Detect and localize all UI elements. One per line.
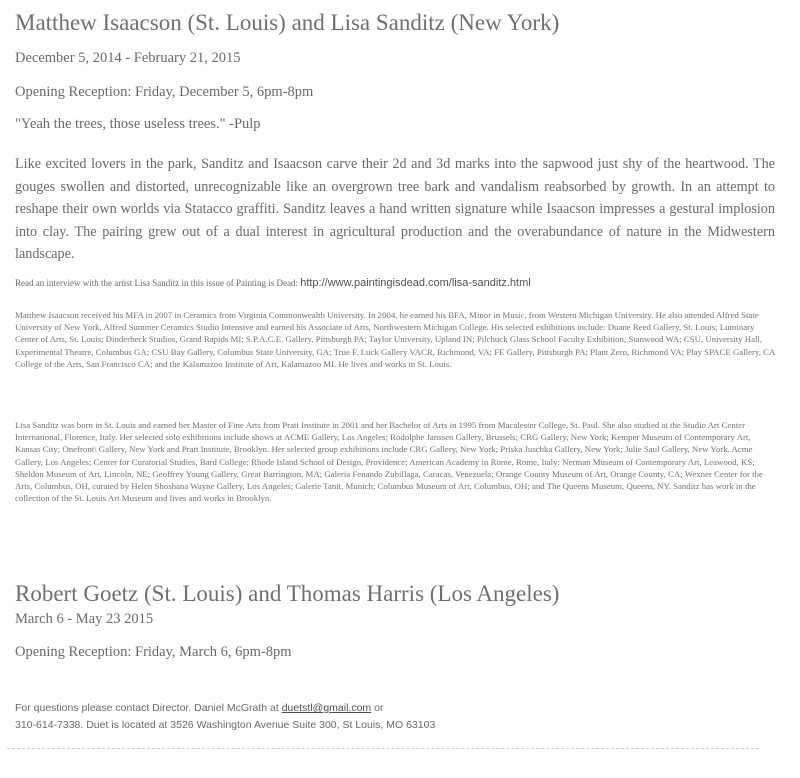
exhibition-title: Matthew Isaacson (St. Louis) and Lisa Sanditz (New York) [15, 10, 560, 35]
contact-email-link[interactable]: duetstl@gmail.com [281, 702, 372, 714]
artist-bio-isaacson: Matthew Isaacson received his MFA in 2007 in Ceramics from Virginia Commonwealth University. In 2004, he earned his BFA, Minor in Music, from Western Michigan University. He also attended Alfred State University of New York, Alfred Summer Ceramics Studio Intensive and earned his Associate of Arts, Northwestern Michigan College. His selected exhibitions include: Duane Reed Gallery, St. Louis; Luminary Center of Arts, St. Louis; Dinderbeck Studios, Grand Rapids MI; S.P.A.C.E. Gallery, Pittsburgh PA; Taylor University, Upland IN; Pilchuck Glass School Faculty Exhibition, Stanwood WA; CSU, University Hall, Experimental Theatre, Columbus GA; CSU Bay Gallery, Columbus State University, GA; True F. Luck Gallery VACR, Richmond, VA; FE Gallery, Pittsburgh PA; Plant Zero, Richmond VA; Play SPACE Gallery, CA College of the Arts, San Francisco CA; and the Kalamazoo Institute of Art, Kalamazoo MI. He lives and works in St. Louis. [15, 310, 775, 369]
exhibition-description: Like excited lovers in the park, Sanditz and Isaacson carve their 2d and 3d marks into the sapwood just shy of the heartwood. The gouges swollen and distorted, unrecognizable like an overgrown tree bark and vandalism reabsorbed by growth. In an attempt to reshape their own worlds via Statacco graffiti. Sanditz leaves a hand written signature while Isaacson impresses a gestural implosion into clay. The pairing grew out of a dual interest in agricultural production and the overabundance of nature in the Midwestern landscape. [15, 156, 775, 262]
artist-bio-sanditz: Lisa Sanditz was born in St. Louis and earned her Master of Fine Arts from Pratt Institute in 2001 and her Bachelor of Arts in 1995 from Macalester College, St. Paul. She also studied at the Studio Art Center International, Florence, Italy. Her selected solo exhibitions include shows at ACME Gallery, Los Angeles; Rodolphe Janssen Gallery, Brussels; CRG Gallery, New York; Kemper Museum of Contemporary Art, Kansas City; Onefront\ Gallery, New York and Pratt Institute, Brooklyn. Her selected group exhibitions include CRG Gallery, New York; Priska Juschka Gallery, New York; Julie Saul Gallery, New York. Acme Gallery, Los Angeles; Center for Curatorial Studies, Bard College; Rhode Island School of Design, Providence; American Academy in Rome, Rome, Italy; Nerman Museum of Contemporary Art, Leawood, KS; Sheldon Museum of Art, Lincoln, NE; Geoffrey Young Gallery, Great Barrington, MA; Galeria Fenando Zubillaga, Caracas, Venezuela; Orange County Museum of Art, Orange County, CA; Wexner Center for the Arts, Columbus, OH, curated by Helen Shoshana Wayne Gallery, Los Angeles; Galerie Tanit, Munich; Columbus Museum of Art, Columbus, OH; and The Queens Museum, Queens, NY. Sanditz has work in the collection of the St. Louis Art Museum and lives and works in Brooklyn. [15, 420, 763, 504]
opening-reception-2: Opening Reception: Friday, March 6, 6pm-8pm [15, 644, 292, 660]
opening-reception: Opening Reception: Friday, December 5, 6pm-8pm [15, 84, 314, 100]
contact-info [15, 700, 775, 734]
interview-text: Read an interview with the artist Lisa Sanditz in this issue of Painting is Dead: [15, 278, 301, 288]
interview-note [15, 277, 531, 289]
exhibition-dates: December 5, 2014 - February 21, 2015 [15, 50, 241, 66]
contact-text-after: or [371, 702, 384, 714]
exhibition-dates-2: March 6 - May 23 2015 [15, 611, 154, 627]
contact-address: 310-614-7338. Duet is located at 3526 Washington Avenue Suite 300, St Louis, MO 63103 [15, 719, 436, 731]
interview-link[interactable]: http://www.paintingisdead.com/lisa-sanditz.html [300, 277, 531, 289]
exhibition-title-2: Robert Goetz (St. Louis) and Thomas Harris (Los Angeles) [15, 581, 560, 606]
contact-text: For questions please contact Director. Daniel McGrath at [15, 702, 282, 714]
epigraph-quote: "Yeah the trees, those useless trees." -Pulp [15, 116, 261, 132]
footer-divider [7, 748, 759, 749]
